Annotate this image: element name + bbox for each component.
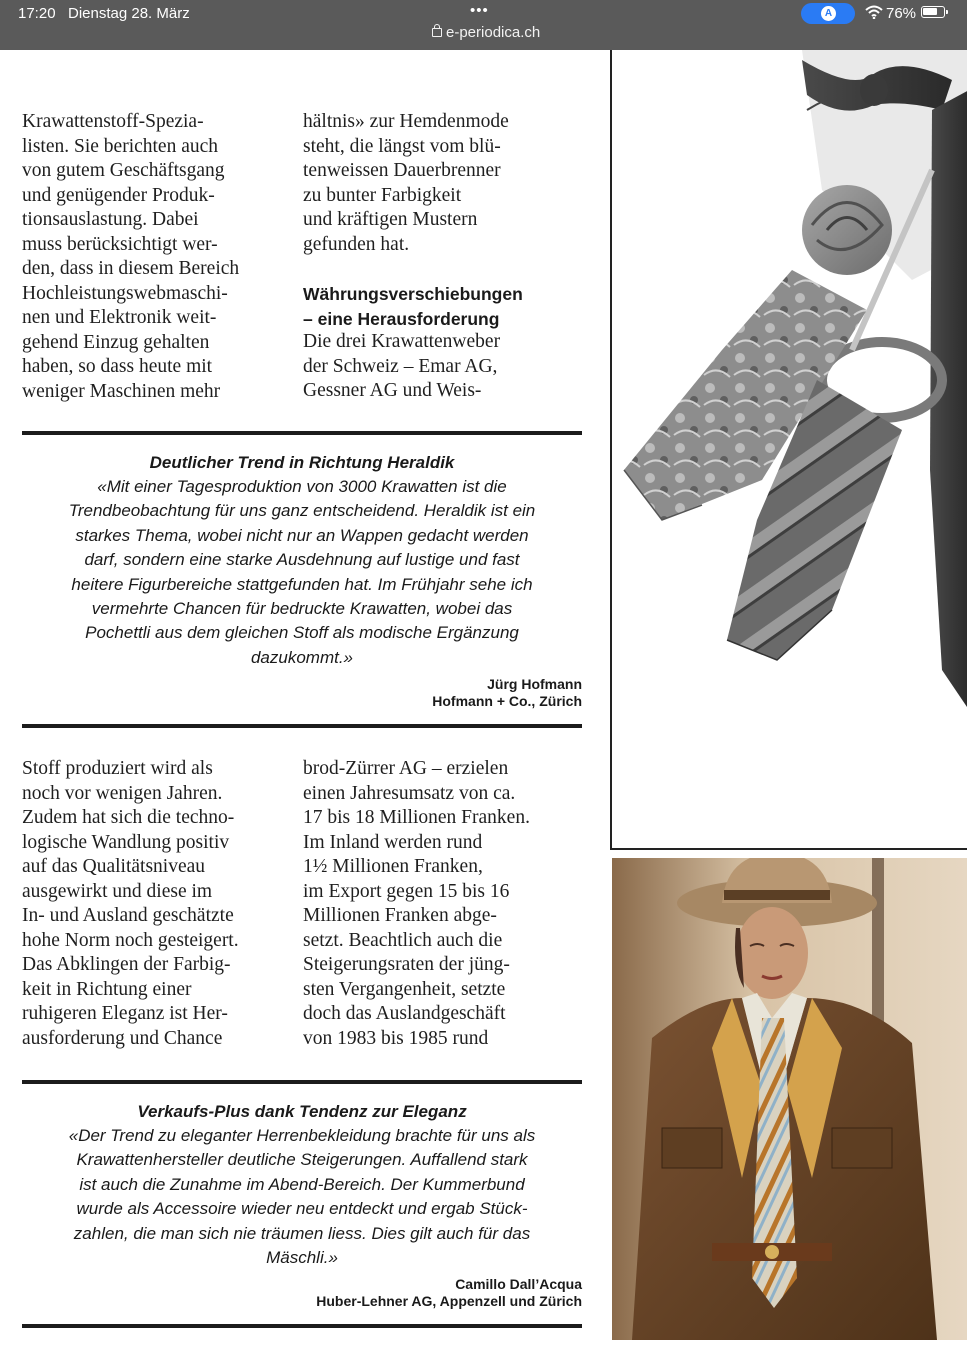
text-line: auf das Qualitätsniveau <box>22 856 206 877</box>
text-line: Zudem hat sich die techno- <box>22 807 235 828</box>
quote-box-eleganz <box>22 1100 582 1310</box>
text-line: muss berücksichtigt wer- <box>22 233 218 255</box>
text-line: weniger Maschinen mehr <box>22 380 221 402</box>
quote-author: Jürg Hofmann <box>487 676 582 693</box>
text-line: haben, so dass heute mit <box>22 356 213 377</box>
quote-company: Hofmann + Co., Zürich <box>432 693 582 710</box>
quote-line: wurde als Accessoire wieder neu entdeckt und ergab Stück- <box>76 1199 528 1219</box>
fashion-illustration <box>612 858 967 1340</box>
quote-box-heraldik <box>22 451 582 710</box>
quote-line: Pochettli aus dem gleichen Stoff als modische Ergänzung <box>85 623 519 643</box>
text-line: Stoff produziert wird als <box>22 758 213 779</box>
text-line: gefunden hat. <box>303 233 410 255</box>
text-line: In- und Ausland geschätzte <box>22 905 234 926</box>
text-line: 1½ Millionen Franken, <box>303 856 483 877</box>
text-line: ausforderung und Chance <box>22 1027 223 1049</box>
quote-line: Krawattenhersteller deutliche Steigerungen. Auffallend stark <box>76 1150 528 1170</box>
column-top-right-continued <box>303 330 500 404</box>
quote-line: «Mit einer Tagesproduktion von 3000 Krawatten ist die <box>97 477 507 496</box>
navigation-arrow-icon: A <box>821 6 836 21</box>
text-line: von gutem Geschäftsgang <box>22 160 225 181</box>
column-top-right <box>303 110 509 257</box>
text-line: noch vor wenigen Jahren. <box>22 782 223 804</box>
divider-rule <box>22 1080 582 1084</box>
divider-rule <box>22 724 582 728</box>
wifi-icon <box>865 5 883 19</box>
quote-body <box>22 1124 582 1270</box>
column-middle-left <box>22 757 239 1051</box>
quote-body <box>22 475 582 670</box>
text-line: Gessner AG und Weis- <box>303 380 482 401</box>
text-line: Hochleistungswebmaschi- <box>22 282 228 304</box>
divider-rule <box>22 1324 582 1328</box>
tie-photo <box>610 50 967 850</box>
text-line: gehend Einzug gehalten <box>22 331 210 353</box>
quote-line: starkes Thema, wobei nicht nur an Wappen gedacht werden <box>75 525 529 545</box>
text-line: Die drei Krawattenweber <box>303 331 501 352</box>
text-line: doch das Auslandgeschäft <box>303 1003 506 1024</box>
text-line: tionsauslastung. Dabei <box>22 209 199 230</box>
fashion-photo <box>612 858 967 1340</box>
text-line: ausgewirkt und diese im <box>22 880 213 902</box>
quote-line: heitere Figurbereiche stattgefunden hat. Im Frühjahr sehe ich <box>71 574 533 594</box>
text-line: der Schweiz – Emar AG, <box>303 355 498 377</box>
text-line: logische Wandlung positiv <box>22 831 230 853</box>
quote-line: Mäschli.» <box>266 1247 338 1267</box>
text-line: setzt. Beachtlich auch die <box>303 929 503 951</box>
quote-title: Deutlicher Trend in Richtung Heraldik <box>149 453 455 472</box>
text-line: Im Inland werden rund <box>303 831 483 853</box>
battery-icon <box>921 6 945 18</box>
subheading <box>303 282 523 331</box>
text-line: hohe Norm noch gesteigert. <box>22 929 239 951</box>
battery-fill <box>923 8 937 15</box>
text-line: und genügender Produk- <box>22 184 215 206</box>
quote-title: Verkaufs-Plus dank Tendenz zur Eleganz <box>137 1102 467 1121</box>
quote-company: Huber-Lehner AG, Appenzell und Zürich <box>316 1293 582 1310</box>
battery-percent: 76% <box>886 5 917 22</box>
column-top-left <box>22 110 239 404</box>
quote-line: zahlen, die man sich nie träumen liess. Dies gilt auch für das <box>73 1223 531 1243</box>
text-line: Krawattenstoff-Spezia- <box>22 111 204 132</box>
text-line: sten Vergangenheit, setzte <box>303 978 506 1000</box>
divider-rule <box>22 431 582 435</box>
text-line: keit in Richtung einer <box>22 978 192 1000</box>
quote-line: «Der Trend zu eleganter Herrenbekleidung brachte für uns als <box>68 1126 536 1145</box>
quote-line: ist auch die Zunahme im Abend-Bereich. Der Kummerbund <box>79 1174 525 1194</box>
text-line: den, dass in diesem Bereich <box>22 258 240 279</box>
text-line: und kräftigen Mustern <box>303 209 478 230</box>
subheading-line: – eine Herausforderung <box>303 308 500 329</box>
status-date: Dienstag 28. März <box>68 5 190 22</box>
address-bar[interactable] <box>432 24 540 41</box>
text-line: tenweissen Dauerbrenner <box>303 160 501 181</box>
lock-icon <box>432 28 442 37</box>
text-line: Steigerungsraten der jüng- <box>303 954 510 975</box>
more-dots-icon[interactable]: ••• <box>470 2 489 19</box>
url-text: e-periodica.ch <box>446 24 541 41</box>
quote-line: darf, sondern eine starke Ausdehnung auf lustige und fast <box>84 550 520 570</box>
column-middle-right <box>303 757 530 1051</box>
quote-line: Trendbeobachtung für uns ganz entscheidend. Heraldik ist ein <box>68 501 536 521</box>
text-line: hältnis» zur Hemdenmode <box>303 111 509 132</box>
quote-author: Camillo Dall’Acqua <box>455 1276 582 1293</box>
quote-line: vermehrte Chancen für bedruckte Krawatten, wobei das <box>91 598 513 618</box>
text-line: Das Abklingen der Farbig- <box>22 954 231 975</box>
text-line: zu bunter Farbigkeit <box>303 184 462 206</box>
text-line: Millionen Franken abge- <box>303 905 497 926</box>
text-line: brod-Zürrer AG – erzielen <box>303 758 509 779</box>
text-line: ruhigeren Eleganz ist Her- <box>22 1003 228 1024</box>
navigation-indicator[interactable] <box>801 3 855 24</box>
text-line: einen Jahresumsatz von ca. <box>303 782 516 804</box>
text-line: steht, die längst vom blü- <box>303 135 501 157</box>
tie-illustration <box>612 50 967 850</box>
subheading-line: Währungsverschiebungen <box>303 284 523 304</box>
status-bar <box>0 0 967 50</box>
text-line: von 1983 bis 1985 rund <box>303 1027 489 1049</box>
text-line: 17 bis 18 Millionen Franken. <box>303 807 530 828</box>
text-line: nen und Elektronik weit- <box>22 307 217 328</box>
quote-line: dazukommt.» <box>250 647 354 667</box>
text-line: listen. Sie berichten auch <box>22 135 219 157</box>
status-time: 17:20 <box>18 5 56 22</box>
text-line: im Export gegen 15 bis 16 <box>303 880 510 902</box>
